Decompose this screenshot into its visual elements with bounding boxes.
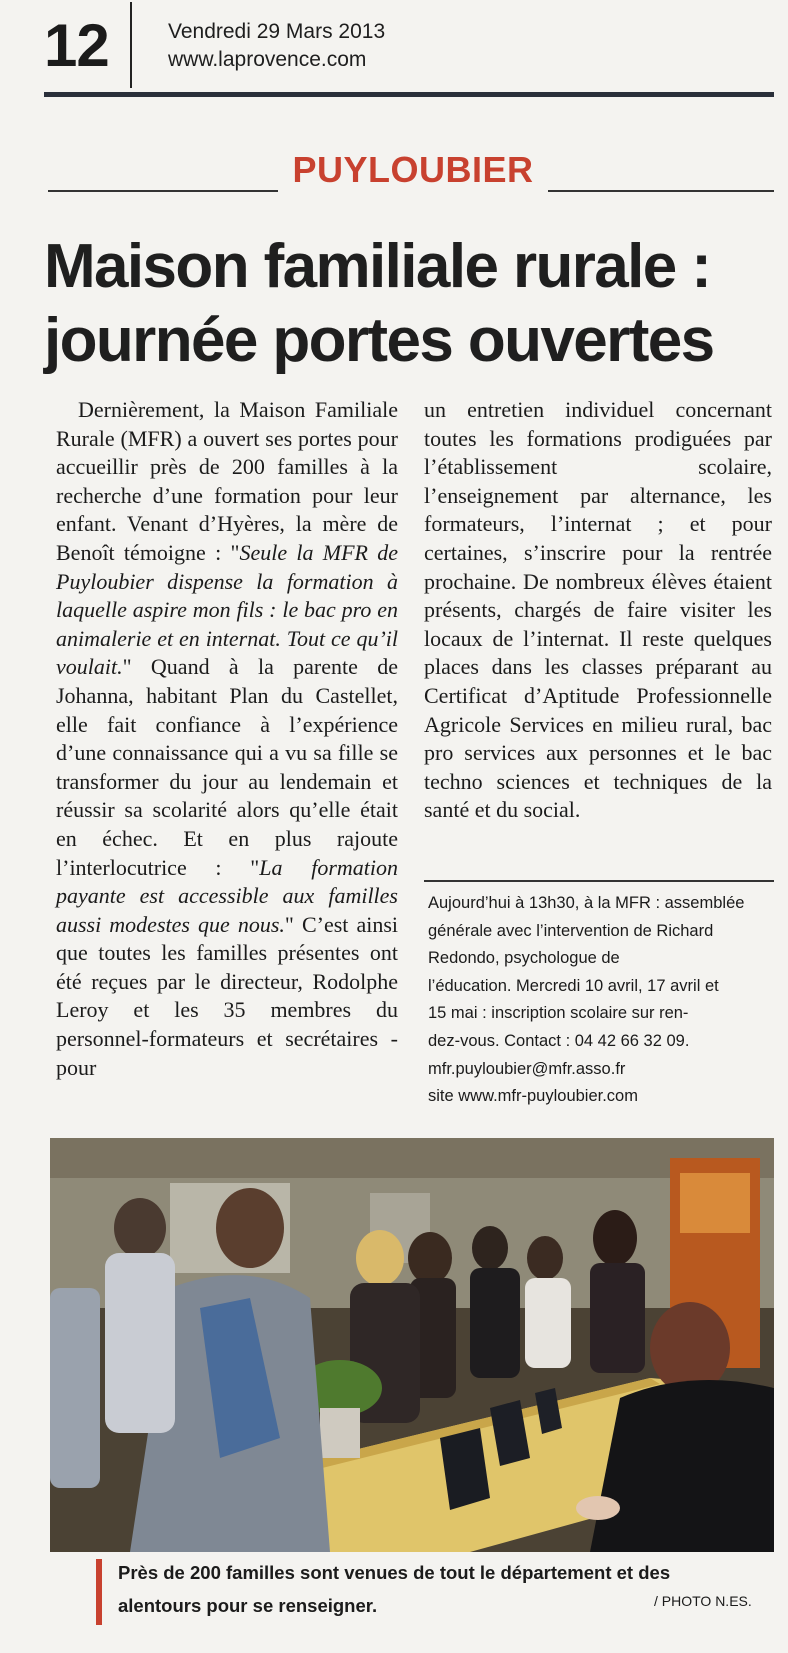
article-text: " C’est ainsi que toutes les familles présentes ont été reçues par le directeur, Rodolphe Leroy et les 35 membres du personnel-formateurs et secrétaires - pour (56, 911, 398, 1080)
article-text: Dernièrement, la Maison Familiale Rurale (MFR) a ouvert ses portes pour accueillir près de 200 familles à la recherche d’une formation pour leur enfant. Venant d’Hyères, la mère de Benoît témoigne : " (56, 397, 398, 565)
photo-person-head (114, 1198, 166, 1258)
photo-person-head (593, 1210, 637, 1266)
headline-line-2: journée portes ouvertes (44, 306, 714, 375)
article-quote: La formation payante est accessible aux familles aussi modestes que nous. (56, 854, 398, 937)
caption-line-1: Près de 200 familles sont venues de tout le département et des (118, 1562, 671, 1583)
section-label: PUYLOUBIER (292, 149, 534, 190)
article-column-right (424, 396, 772, 825)
info-line: Aujourd’hui à 13h30, à la MFR : assemblée (428, 894, 745, 912)
photo-caption (118, 1556, 778, 1622)
caption-accent-bar (96, 1559, 102, 1625)
info-line: dez-vous. Contact : 04 42 66 32 09. (428, 1031, 690, 1050)
photo-person-head (216, 1188, 284, 1268)
article-column-left (56, 396, 398, 1082)
info-line: générale avec l’intervention de Richard (428, 921, 714, 940)
photo-plant-pot (320, 1408, 360, 1458)
article-paragraph-right: un entretien individuel concernant toutes les formations prodiguées par l’établissement scolaire, l’enseignement par alternance, les formateurs, l’internat ; et pour certaines, s’inscrire pour la rentrée prochaine. De nombreux élèves étaient présents, chargés de faire visiter les locaux de l’internat. Il reste quelques places dans les classes préparant au Certificat d’Aptitude Professionnelle Agricole Services en milieu rural, bac pro services aux personnes et le bac techno sciences et techniques de la santé et du social. (424, 397, 772, 823)
website-url: www.laprovence.com (168, 48, 367, 71)
page-number: 12 (44, 12, 109, 79)
headline (44, 230, 784, 378)
photo-person-body (105, 1253, 175, 1433)
info-box (428, 890, 778, 1111)
photo-person-body (525, 1278, 571, 1368)
photo-person-body (50, 1288, 100, 1488)
photo-poster-panel (680, 1173, 750, 1233)
headline-line-1: Maison familiale rurale : (44, 232, 711, 301)
info-line: Redondo, psychologue de (428, 949, 620, 968)
photo-ceiling (50, 1138, 774, 1178)
info-box-rule (424, 880, 774, 882)
header-rule (44, 92, 774, 97)
article-photo (50, 1138, 774, 1552)
section-rule-right (548, 190, 774, 192)
photo-credit: / PHOTO N.ES. (654, 1593, 752, 1609)
article-quote: Seule la MFR de Puyloubier dispense la formation à laquelle aspire mon fils : le bac pro en animalerie et en internat. Tout ce qu’il voulait. (56, 539, 398, 680)
header-divider (130, 2, 132, 88)
info-email: mfr.puyloubier@mfr.asso.fr (428, 1059, 626, 1078)
photo-person-body (470, 1268, 520, 1378)
photo-person-head (472, 1226, 508, 1270)
article-paragraph-left (56, 396, 398, 1082)
issue-date: Vendredi 29 Mars 2013 (168, 20, 386, 43)
info-website: site www.mfr-puyloubier.com (428, 1087, 638, 1106)
photo-person-head (527, 1236, 563, 1280)
photo-person-head (408, 1232, 452, 1284)
info-line: 15 mai : inscription scolaire sur ren- (428, 1004, 689, 1023)
article-text: " Quand à la parente de Johanna, habitant Plan du Castellet, elle fait confiance à l’expérience d’une connaissance qui a vu sa fille se transformer du jour au lendemain et réussir sa scolarité alors qu’elle était en échec. Et en plus rajoute l’interlocutrice : " (56, 654, 398, 880)
info-line: l’éducation. Mercredi 10 avril, 17 avril et (428, 976, 719, 995)
photo-illustration (50, 1138, 774, 1552)
section-rule-left (48, 190, 278, 192)
caption-line-2: alentours pour se renseigner. (118, 1595, 378, 1616)
photo-person-head (356, 1230, 404, 1286)
photo-person-body (590, 1263, 645, 1373)
photo-hand (576, 1496, 620, 1520)
